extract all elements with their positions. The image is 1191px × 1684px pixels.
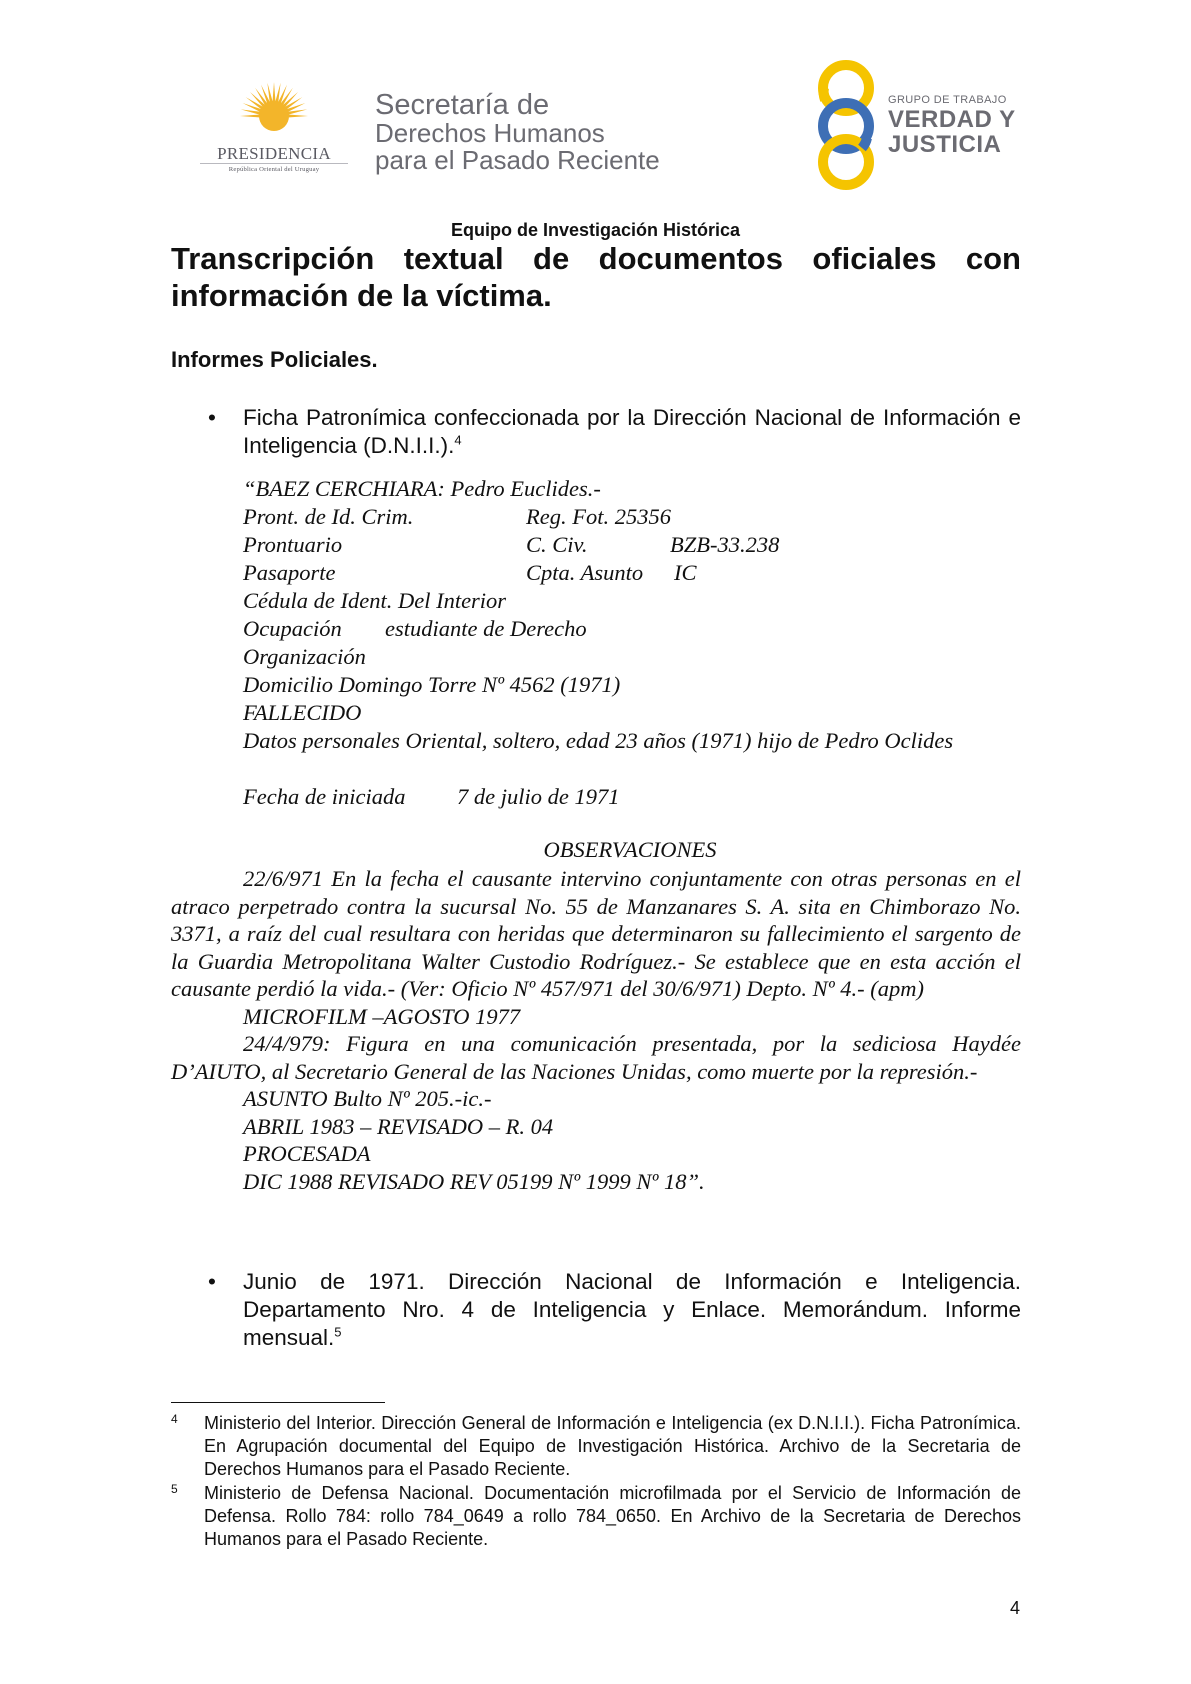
ficha-name: “BAEZ CERCHIARA: Pedro Euclides.- [243,476,601,501]
grupo-line-1: GRUPO DE TRABAJO [888,94,1007,106]
sun-icon [232,80,316,142]
sun-ray [261,85,270,104]
ficha-cedula: Cédula de Ident. Del Interior [243,588,507,613]
secretaria-logo-text [375,90,660,174]
observaciones-line: ABRIL 1983 – REVISADO – R. 04 [243,1113,554,1139]
sun-ray [243,103,262,112]
bullet-text: Junio de 1971. Dirección Nacional de Información e Inteligencia. Departamento Nro. 4 de Inteligencia y Enlace. Memorándum. Informe mensual.$^5$ [243,1269,1021,1350]
observaciones-line: MICROFILM –AGOSTO 1977 [243,1003,521,1029]
grupo-verdad-justicia-logo [812,60,1022,190]
ficha-fallecido: FALLECIDO [243,700,362,725]
ficha-ocupacion-label: Ocupación [243,616,342,641]
ficha-transcription [243,475,1043,811]
page-header [0,0,1191,200]
footnote-ref[interactable]: 4 [454,432,462,448]
observaciones-title: OBSERVACIONES [543,837,717,862]
presidencia-name: PRESIDENCIA [217,144,331,163]
ficha-row-extra: IC [674,560,697,585]
secretaria-line-2: Derechos Humanos [375,118,605,148]
ficha-row-value: Cpta. Asunto [526,560,644,585]
footnote-number: 5 [171,1482,178,1496]
observaciones-block [171,865,1021,1195]
ficha-row-value: C. Civ. [526,532,588,557]
observaciones-line: DIC 1988 REVISADO REV 05199 Nº 1999 Nº 18”. [243,1168,705,1194]
ficha-fecha-value: 7 de julio de 1971 [457,784,620,809]
sun-ray [240,115,260,118]
footnote-separator [171,1402,385,1403]
grupo-line-2: VERDAD Y [888,106,1016,133]
page-number: 4 [1010,1598,1021,1618]
sun-ray [286,103,305,112]
ficha-row [243,531,1043,559]
observaciones-paragraph: 24/4/979: Figura en una comunicación presentada, por la sediciosa Haydée D’AIUTO, al Secretario General de las Naciones Unidas, como muerte por la represión.- [171,1031,1021,1084]
team-name: Equipo de Investigación Histórica [450,220,741,240]
grupo-text [888,94,1016,157]
section-heading: Informes Policiales. [171,347,378,372]
grupo-line-3: JUSTICIA [888,131,1002,158]
ficha-domicilio: Domicilio Domingo Torre Nº 4562 (1971) [243,672,621,697]
sun-ray [273,82,276,102]
ficha-row [243,559,1043,587]
bullet-icon: • [208,405,216,430]
ficha-ocupacion [243,615,1043,643]
bullet-text: Ficha Patronímica confeccionada por la Dirección Nacional de Información e Inteligencia (D.N.I.I.).$^4$ [243,405,1021,458]
ficha-fecha-label: Fecha de iniciada [243,784,406,809]
presidencia-logo [196,80,356,180]
observaciones-line: PROCESADA [243,1141,371,1166]
secretaria-line-3: para el Pasado Reciente [375,145,660,175]
interlinked-rings-icon [812,60,884,190]
footnote-text: Ministerio del Interior. Dirección General de Información e Inteligencia (ex D.N.I.I.). Ficha Patronímica. En Agrupación documental del Equipo de Investigación Histórica. Archivo de la Secretaria de Derechos Humanos para el Pasado Reciente. [204,1413,1021,1479]
presidencia-subtitle: República Oriental del Uruguay [228,166,320,173]
ficha-row-label: Pasaporte [243,560,336,585]
ficha-fecha [243,783,1043,811]
ficha-organizacion: Organización [243,644,366,669]
ficha-ocupacion-value: estudiante de Derecho [385,616,587,641]
ficha-row-label: Prontuario [243,532,343,557]
ficha-row-label: Pront. de Id. Crim. [243,504,414,529]
document-title: Transcripción textual de documentos oficiales con información de la víctima. [171,241,1021,313]
ficha-row-extra: BZB-33.238 [670,532,780,557]
sun-ray [278,85,287,104]
observaciones-paragraph: 22/6/971 En la fecha el causante intervino conjuntamente con otras personas en el atraco perpetrado contra la sucursal No. 55 de Manzanares S. A. sita en Chimborazo No. 3371, a raíz del cual resultara con heridas que determinaron su fallecimiento el sargento de la Guardia Metropolitana Walter Custodio Rodríguez.- Se establece que en esta acción el causante perdió la vida.- (Ver: Oficio Nº 457/971 del 30/6/971) Depto. Nº 4.- (apm) [171,866,1021,1001]
sun-ray [288,115,308,118]
ficha-row-value: Reg. Fot. 25356 [526,504,671,529]
ficha-row [243,503,1043,531]
footnote-number: 4 [171,1412,178,1426]
footnote-text: Ministerio de Defensa Nacional. Documentación microfilmada por el Servicio de Información de Defensa. Rollo 784: rollo 784_0649 a rollo 784_0650. En Archivo de la Secretaria de Derechos Humanos para el Pasado Reciente. [204,1483,1021,1549]
bullet-icon: • [208,1269,216,1294]
ficha-datos: Datos personales Oriental, soltero, edad 23 años (1971) hijo de Pedro Oclides [243,728,954,753]
observaciones-line: ASUNTO Bulto Nº 205.-ic.- [243,1086,492,1111]
footnote-ref[interactable]: 5 [334,1324,342,1340]
secretaria-line-1: Secretaría de [375,89,550,121]
